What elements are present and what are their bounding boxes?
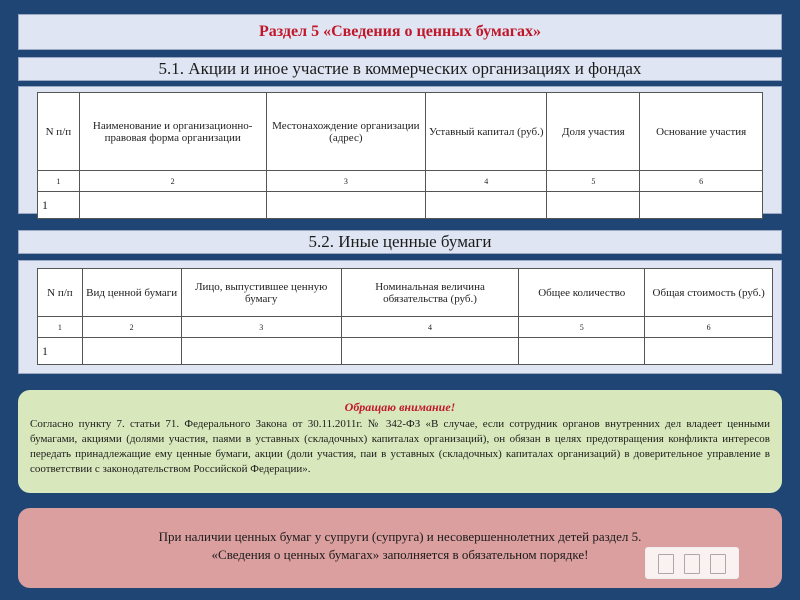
table-cell[interactable] (547, 192, 640, 219)
column-number: 6 (640, 171, 763, 192)
page-title: Раздел 5 «Сведения о ценных бумагах» (18, 14, 782, 50)
table-cell[interactable] (181, 338, 341, 365)
attention-note (18, 390, 782, 493)
column-number: 6 (645, 317, 773, 338)
table-cell[interactable] (519, 338, 645, 365)
header-cell: Основание участия (640, 93, 763, 171)
table-row (38, 192, 763, 219)
warning-line-2: «Сведения о ценных бумагах» заполняется в обязательном порядке! (211, 547, 589, 562)
warning-line-1: При наличии ценных бумаг у супруги (супруга) и несовершеннолетних детей раздел 5. (158, 529, 642, 544)
stocks-table (37, 92, 763, 219)
table-header-row (38, 269, 773, 317)
header-cell: N п/п (38, 93, 80, 171)
column-number: 4 (426, 171, 547, 192)
table-cell[interactable] (341, 338, 518, 365)
watermark-icon (645, 547, 739, 579)
column-number: 5 (547, 171, 640, 192)
table-header-row (38, 93, 763, 171)
table-cell[interactable]: 1 (38, 338, 83, 365)
note-text: Согласно пункту 7. статьи 71. Федерального Закона от 30.11.2011г. № 342-ФЗ «В случае, если сотрудник органов внутренних дел владеет ценными бумагами, акциями (долями участия, паями в уставных (складочных) капиталах организаций), он обязан в целях предотвращения конфликта интересов передать принадлежащие ему ценные бумаги, акции (доли участия, паи в уставных (складочных) капиталах организаций) в доверительное управление в соответствии с законодательством Российской Федерации». (30, 418, 770, 475)
header-cell: N п/п (38, 269, 83, 317)
table-cell[interactable] (645, 338, 773, 365)
column-number: 2 (82, 317, 181, 338)
column-number: 4 (341, 317, 518, 338)
header-cell: Доля участия (547, 93, 640, 171)
table-row (38, 338, 773, 365)
column-number: 5 (519, 317, 645, 338)
table-cell[interactable] (82, 338, 181, 365)
table-cell[interactable] (266, 192, 425, 219)
header-cell: Наименование и организационно-правовая форма организации (79, 93, 266, 171)
table-cell[interactable] (640, 192, 763, 219)
header-cell: Вид ценной бумаги (82, 269, 181, 317)
section-2-panel (18, 260, 782, 374)
table-number-row (38, 317, 773, 338)
column-number: 1 (38, 171, 80, 192)
header-cell: Общая стоимость (руб.) (645, 269, 773, 317)
header-cell: Номинальная величина обязательства (руб.) (341, 269, 518, 317)
table-cell[interactable] (79, 192, 266, 219)
header-cell: Местонахождение организации (адрес) (266, 93, 425, 171)
header-cell: Лицо, выпустившее ценную бумагу (181, 269, 341, 317)
column-number: 3 (181, 317, 341, 338)
table-cell[interactable]: 1 (38, 192, 80, 219)
table-number-row (38, 171, 763, 192)
column-number: 1 (38, 317, 83, 338)
header-cell: Уставный капитал (руб.) (426, 93, 547, 171)
section-1-title: 5.1. Акции и иное участие в коммерческих организациях и фондах (18, 57, 782, 81)
column-number: 2 (79, 171, 266, 192)
securities-table (37, 268, 773, 365)
note-title: Обращаю внимание! (344, 400, 456, 414)
section-2-title: 5.2. Иные ценные бумаги (18, 230, 782, 254)
section-1-panel (18, 86, 782, 214)
column-number: 3 (266, 171, 425, 192)
header-cell: Общее количество (519, 269, 645, 317)
table-cell[interactable] (426, 192, 547, 219)
